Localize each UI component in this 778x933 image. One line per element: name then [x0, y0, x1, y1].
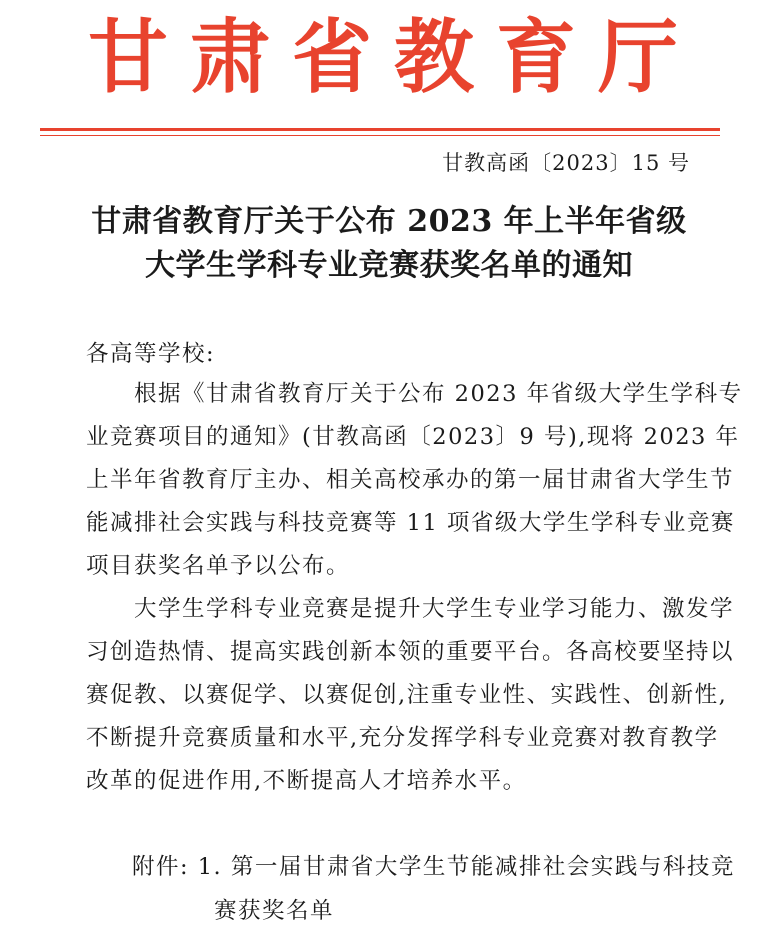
paragraph-line: 业竞赛项目的通知》(甘教高函〔2023〕9 号),现将 2023 年: [86, 424, 740, 450]
paragraph-line: 改革的促进作用,不断提高人才培养水平。: [86, 768, 527, 794]
attachment-line-1: 附件: 1. 第一届甘肃省大学生节能减排社会实践与科技竞: [132, 854, 735, 880]
paragraph-2: [86, 588, 735, 803]
document-title: [0, 200, 778, 288]
paragraph-line: 能减排社会实践与科技竞赛等 11 项省级大学生学科专业竞赛: [86, 510, 735, 536]
paragraph-line: 不断提升竞赛质量和水平,充分发挥学科专业竞赛对教育教学: [86, 725, 719, 751]
paragraph-1: [86, 373, 743, 588]
title-line-2: 大学生学科专业竞赛获奖名单的通知: [145, 248, 633, 283]
paragraph-line: 项目获奖名单予以公布。: [86, 553, 351, 579]
paragraph-line: 习创造热情、提高实践创新本领的重要平台。各高校要坚持以: [86, 639, 735, 665]
paragraph-line: 上半年省教育厅主办、相关高校承办的第一届甘肃省大学生节: [86, 467, 735, 493]
document-number: 甘教高函〔2023〕15 号: [442, 151, 690, 175]
paragraph-line: 大学生学科专业竞赛是提升大学生专业学习能力、激发学: [134, 596, 735, 622]
header-rule-thin: [40, 135, 720, 136]
paragraph-line: 赛促教、以赛促学、以赛促创,注重专业性、实践性、创新性,: [86, 682, 728, 708]
attachment-line-2: 赛获奖名单: [214, 898, 335, 924]
salutation: 各高等学校:: [86, 341, 216, 367]
header-rule-thick: [40, 128, 720, 131]
paragraph-line: 根据《甘肃省教育厅关于公布 2023 年省级大学生学科专: [134, 381, 743, 407]
attachment-list: [132, 845, 735, 933]
issuing-authority-header: 甘肃省教育厅: [88, 11, 700, 104]
title-line-1: 甘肃省教育厅关于公布 2023 年上半年省级: [91, 204, 687, 239]
